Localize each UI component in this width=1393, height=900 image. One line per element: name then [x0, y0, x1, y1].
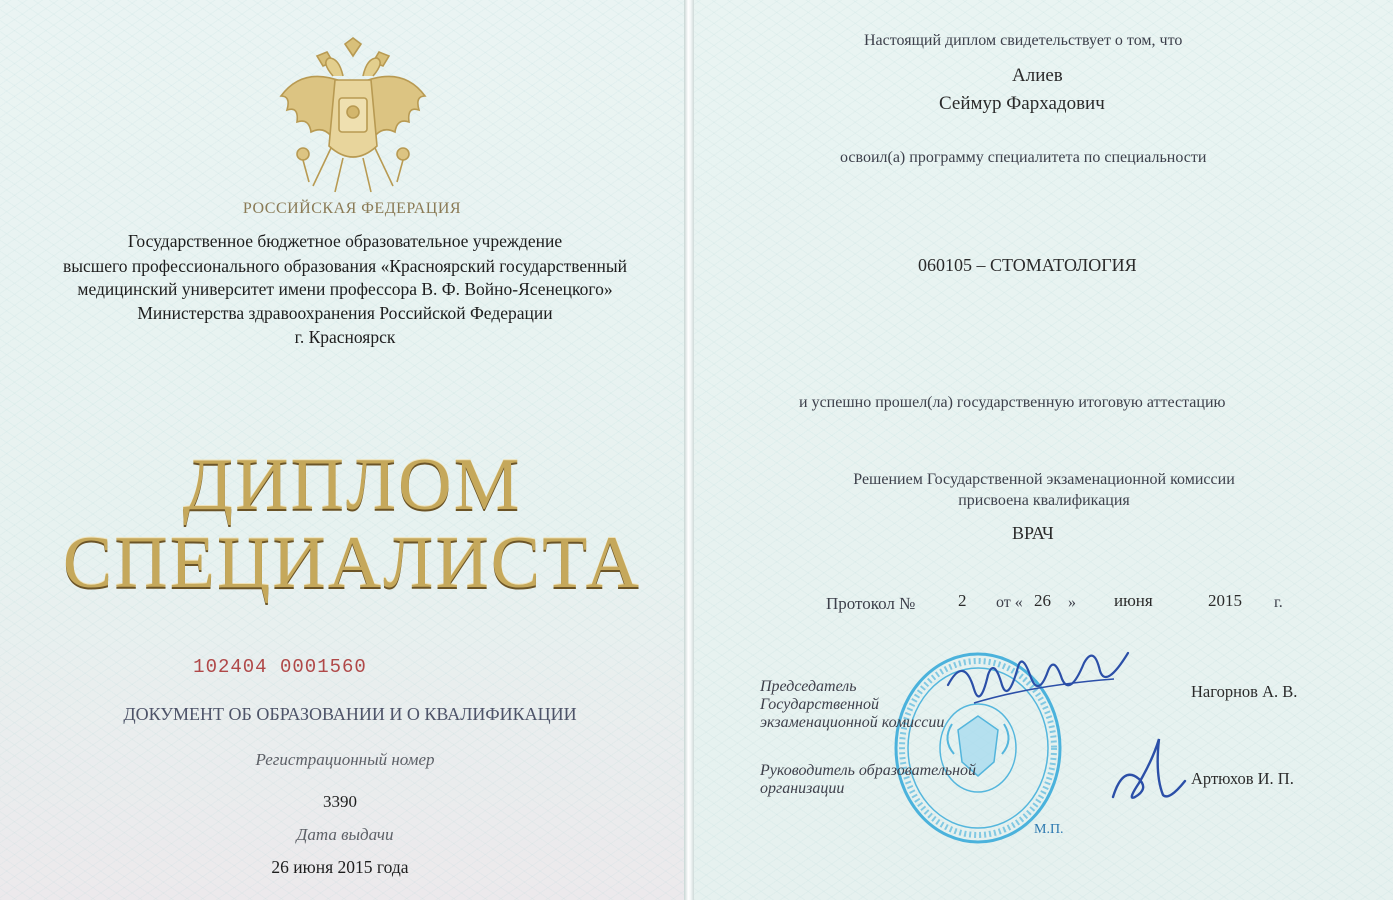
intro-text: Настоящий диплом свидетельствует о том, что	[864, 32, 1183, 49]
program-text: освоил(а) программу специалитета по специальности	[840, 149, 1207, 166]
institution-line: медицинский университет имени профессора В. Ф. Войно-Ясенецкого»	[77, 279, 613, 299]
commission-line: Решением Государственной экзаменационной комиссии	[853, 471, 1235, 488]
protocol-close-quote: »	[1068, 594, 1076, 611]
diploma-title	[0, 446, 688, 602]
holder-surname: Алиев	[1012, 65, 1063, 86]
protocol-from-label: от «	[996, 594, 1023, 611]
protocol-year-suffix: г.	[1274, 594, 1283, 611]
document-type: ДОКУМЕНТ ОБ ОБРАЗОВАНИИ И О КВАЛИФИКАЦИИ	[123, 704, 577, 724]
protocol-label: Протокол №	[826, 594, 916, 613]
head-label-line: организации	[760, 780, 845, 797]
chair-label-line: экзаменационной комиссии	[760, 714, 945, 731]
head-signature-icon	[1109, 735, 1189, 805]
protocol-year: 2015	[1208, 591, 1242, 610]
institution-line: Министерства здравоохранения Российской Федерации	[137, 303, 553, 323]
holder-given-names: Сеймур Фархадович	[939, 93, 1105, 114]
issue-date-label: Дата выдачи	[296, 825, 394, 844]
head-name: Артюхов И. П.	[1191, 769, 1294, 788]
registration-number: 3390	[323, 792, 357, 811]
right-page	[694, 0, 1393, 900]
specialty: 060105 – СТОМАТОЛОГИЯ	[918, 255, 1137, 275]
stamp-place-mark: М.П.	[1034, 822, 1064, 837]
protocol-month: июня	[1114, 591, 1153, 610]
institution-line: Государственное бюджетное образовательное учреждение	[127, 231, 563, 251]
chair-label-line: Государственной	[760, 696, 879, 713]
protocol-number: 2	[958, 591, 967, 610]
registration-label: Регистрационный номер	[255, 750, 435, 769]
protocol-day: 26	[1034, 591, 1051, 610]
institution-line: г. Красноярск	[294, 327, 396, 347]
commission-line: присвоена квалификация	[958, 492, 1130, 509]
chair-label-line: Председатель	[760, 678, 857, 695]
country-heading: РОССИЙСКАЯ ФЕДЕРАЦИЯ	[242, 200, 462, 217]
attestation-text: и успешно прошел(ла) государственную итоговую аттестацию	[799, 394, 1226, 411]
institution-line: высшего профессионального образования «Красноярский государственный	[62, 256, 628, 276]
left-page	[0, 0, 688, 900]
head-label-line: Руководитель образовательной	[760, 762, 977, 779]
chair-name: Нагорнов А. В.	[1191, 682, 1298, 701]
issue-date: 26 июня 2015 года	[271, 857, 409, 877]
title-line-2: СПЕЦИАЛИСТА	[62, 522, 642, 604]
chair-signature-icon	[944, 645, 1134, 725]
serial-number: 102404 0001560	[193, 656, 367, 678]
qualification: ВРАЧ	[1012, 523, 1054, 543]
coat-of-arms-emblem	[273, 36, 433, 198]
title-line-1: ДИПЛОМ	[182, 444, 522, 526]
